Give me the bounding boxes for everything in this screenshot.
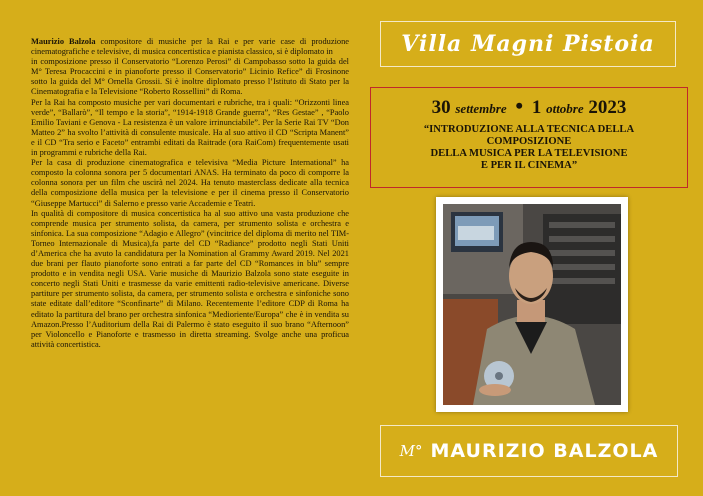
course-title-line: DELLA MUSICA PER LA TELEVISIONE bbox=[430, 148, 628, 159]
portrait-illustration bbox=[443, 204, 621, 405]
biography bbox=[31, 37, 349, 350]
event-box bbox=[370, 87, 688, 188]
date-day-2: 1 bbox=[531, 97, 542, 118]
date-month-2: ottobre bbox=[546, 101, 584, 116]
bio-text-1: compositore di musiche per la Rai e per varie case di produzione cinematografiche e televisive, di musica concertistica e pianista classico, si è diplomato in bbox=[31, 37, 349, 57]
date-separator: • bbox=[515, 93, 524, 118]
event-dates bbox=[371, 95, 687, 120]
course-title-line: COMPOSIZIONE bbox=[486, 136, 572, 147]
bio-paragraph-5: In qualità di compositore di musica concertistica ha al suo attivo una vasta produzione che comprende musica per strumento solista, da camera, per strumento solista e orchestra e sinfonica. La sua composizione “Adagio e Allegro” (vincitrice del diploma di merito nel TIM- Torneo Internazionale di Musica),fa parte del CD “Radiance” prodotto negli Stati Uniti d’America che ha avuto la candidatura per la Nomination al Grammy Award 2019. Nel 2021 due brani per flauto pianoforte sono entrati a far parte del CD “Romances in blu” sempre prodotto e in vendita negli USA. Varie musiche di Maurizio Balzola sono state eseguite in concerto negli Stati Uniti e trasmesse da varie emittenti radio-televisive americane. Diverse partiture per strumento solista, da camera, per strumento solista e orchestra e sinfoniche sono state editate dall’editore “Sconfinarte” di Milano. Recentemente l’editore CDP di Roma ha editato la partitura del brano per orchestra sinfonica “Medioriente/Europa” che è in vendita su Amazon.Presso l’Auditorium della Rai di Palermo è stato eseguito il suo brano “Afternoon” per Violoncello e Pianoforte e trasmesso in diretta streaming. Svolge anche una proficua attività concertistica. bbox=[31, 208, 349, 349]
portrait-photo bbox=[443, 204, 621, 405]
course-title-line: E PER IL CINEMA” bbox=[480, 160, 578, 171]
course-title-line: “INTRODUZIONE ALLA TECNICA DELLA bbox=[423, 124, 635, 135]
venue-title: Villa Magni Pistoia bbox=[401, 31, 655, 57]
date-day-1: 30 bbox=[431, 97, 451, 118]
course-title bbox=[371, 124, 687, 172]
venue-box bbox=[380, 21, 676, 67]
name-prefix: M° bbox=[399, 442, 423, 460]
bio-paragraph-1 bbox=[31, 37, 349, 57]
name-box bbox=[380, 425, 678, 477]
bio-name: Maurizio Balzola bbox=[31, 37, 96, 46]
portrait-frame bbox=[436, 197, 628, 412]
bio-paragraph-2: in composizione presso il Conservatorio “Lorenzo Perosi” di Campobasso sotto la guida del M° Teresa Procaccini e in pianoforte presso il Conservatorio” Licinio Refice” di Frosinone sotto la guida del M° Ornella Grossii. Si è inoltre diplomato presso l’Istituto di Stato per la Cinematografia e la Televisione “Roberto Rossellini” di Roma. bbox=[31, 57, 349, 97]
composer-name: MAURIZIO BALZOLA bbox=[430, 440, 659, 462]
bio-paragraph-3: Per la Rai ha composto musiche per vari documentari e rubriche, tra i quali: “Orizzonti linea verde”, “Ballarò”, “Il tempo e la storia”, “1914-1918 Grande guerra”, “Res Gestae” , “Paolo Emilio Taviani e Genova - La resistenza è un valore irrinunciabile”. Per la Serie Rai TV “Don Matteo 2” ha svolto l’attività di consulente musicale. Ha al suo attivo il CD “Scripta Manent” e il CD “Tra serio e Faceto” entrambi editati da Raitrade (ora RaiCom) frequentemente usati in programmi e rubriche della Rai. bbox=[31, 97, 349, 158]
date-year: 2023 bbox=[588, 97, 627, 118]
date-month-1: settembre bbox=[455, 101, 507, 116]
bio-paragraph-4: Per la casa di produzione cinematografica e televisiva “Media Picture International” ha composto la colonna sonora per 5 documentari ANAS. Ha terminato da poco di comporre la colonna sonora per un film che uscirà nel 2024. Ha tenuto masterclass dedicate alla tecnica della composizione della musica per la televisione e per il cinema presso il Conservatorio “Giuseppe Martucci” di Salerno e presso varie Accademie e Teatri. bbox=[31, 158, 349, 208]
